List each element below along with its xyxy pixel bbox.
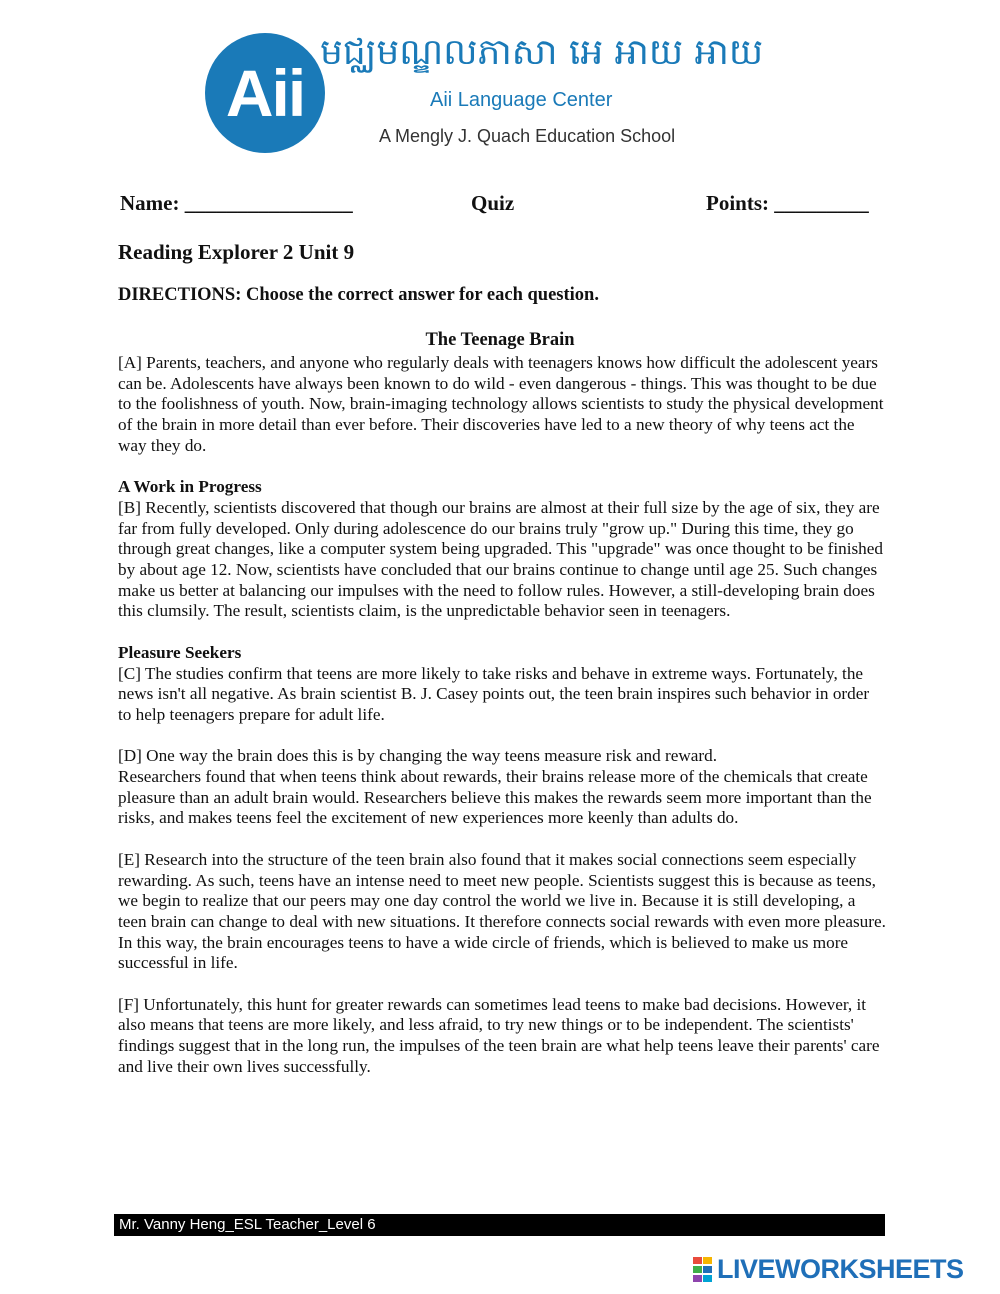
logo-english-name: Aii Language Center <box>430 89 613 111</box>
section-heading-pleasure-seekers: Pleasure Seekers <box>118 642 242 662</box>
quiz-label: Quiz <box>471 191 515 215</box>
paragraph-c: [C] The studies confirm that teens are more likely to take risks and behave in extreme ways. Fortunately, the news isn't all negative. As brain scientist B. J. Casey points out, the teen brain inspires such behavior in order to help teenagers prepare for adult life. <box>118 663 870 724</box>
logo-khmer-name: មជ្ឈមណ្ឌលភាសា អេ អាយ អាយ <box>320 32 764 73</box>
paragraph-d-rest: Researchers found that when teens think about rewards, their brains release more of the chemicals that create pleasure than an adult brain would. Researchers believe this makes the rewards seem more important than the risks, and makes teens feel the excitement of new experiences more keenly than adults do. <box>118 767 872 828</box>
logo-subtitle: A Mengly J. Quach Education School <box>379 126 676 146</box>
points-field: Points: _________ <box>706 191 869 215</box>
school-logo <box>205 33 765 153</box>
footer-teacher-bar: Mr. Vanny Heng_ESL Teacher_Level 6 <box>114 1214 885 1236</box>
passage-title: The Teenage Brain <box>425 330 575 350</box>
liveworksheets-icon <box>693 1257 713 1283</box>
unit-title: Reading Explorer 2 Unit 9 <box>118 240 355 264</box>
paragraph-f: [F] Unfortunately, this hunt for greater rewards can sometimes lead teens to make bad decisions. However, it also means that teens are more likely, and less afraid, to try new things or to be independent. The scientists' findings suggest that in the long run, the impulses of the teen brain are what help teens leave their parents' care and live their own lives successfully. <box>118 994 880 1076</box>
directions: DIRECTIONS: Choose the correct answer for each question. <box>118 285 599 305</box>
paragraph-e: [E] Research into the structure of the teen brain also found that it makes social connections seem especially rewarding. As such, teens have an intense need to meet new people. Scientists suggest this is because as teens, we begin to realize that our peers may one day control the world we live in. Because it is still developing, a teen brain can change to deal with new situations. It therefore connects social rewards with even more pleasure. In this way, the brain encourages teens to have a wide circle of friends, which is believed to make us more successful in life. <box>118 849 886 973</box>
reading-passage <box>118 353 886 1098</box>
paragraph-d-first-line: [D] One way the brain does this is by changing the way teens measure risk and reward. <box>118 746 717 766</box>
liveworksheets-logo[interactable] <box>693 1254 964 1286</box>
liveworksheets-wordmark: LIVEWORKSHEETS <box>717 1254 964 1284</box>
section-heading-work-in-progress: A Work in Progress <box>118 477 262 497</box>
paragraph-d <box>118 746 886 829</box>
paragraph-b: [B] Recently, scientists discovered that though our brains are almost at their full size by the age of six, they are far from fully developed. Only during adolescence do our brains truly "grow up." During this time, they go through great changes, like a computer system being upgraded. This "upgrade" was once thought to be finished by about age 12. Now, scientists have concluded that our brains continue to change until age 25. Such changes make us better at balancing our impulses with the need to follow rules. However, a still-developing brain does this clumsily. The result, scientists claim, is the unpredictable behavior seen in teenagers. <box>118 497 883 621</box>
paragraph-a: [A] Parents, teachers, and anyone who regularly deals with teenagers knows how difficult the adolescent years can be. Adolescents have always been known to do wild - even dangerous - things. This was thought to be due to the foolishness of youth. Now, brain-imaging technology allows scientists to study the physical development of the brain in more detail than ever before. Their discoveries have led to a new theory of why teens act the way they do. <box>118 353 884 455</box>
logo-mark: Aii <box>205 33 325 153</box>
name-field[interactable]: Name: ________________ <box>120 191 353 215</box>
